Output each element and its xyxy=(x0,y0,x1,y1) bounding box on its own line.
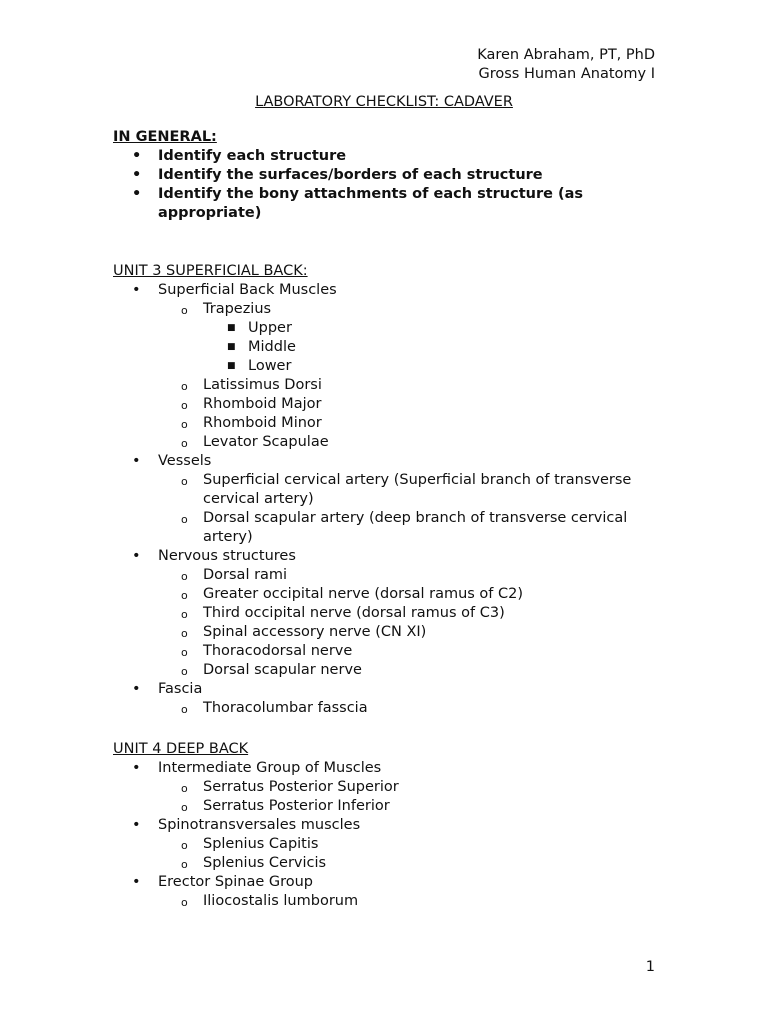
list-item: o Rhomboid Major xyxy=(158,395,658,414)
list-item: o Dorsal scapular nerve xyxy=(158,661,658,680)
list-item: o Greater occipital nerve (dorsal ramus of C2) xyxy=(158,585,658,604)
circle-bullet-icon: o xyxy=(181,513,188,526)
list-item: • Fascia xyxy=(132,681,203,697)
unit3-nerves-list xyxy=(113,566,658,680)
general-list xyxy=(113,147,658,223)
list-item: o Splenius Capitis xyxy=(158,835,658,854)
square-bullet-icon: ■ xyxy=(227,342,236,352)
general-heading: IN GENERAL: xyxy=(113,129,217,145)
circle-bullet-icon: o xyxy=(181,782,188,795)
unit4-spinotransversales-list xyxy=(113,835,658,873)
list-item: o Thoracolumbar fasscia xyxy=(158,699,658,718)
list-item: o Thoracodorsal nerve xyxy=(158,642,658,661)
list-item: o Serratus Posterior Superior xyxy=(158,778,658,797)
circle-bullet-icon: o xyxy=(181,475,188,488)
bullet-icon: • xyxy=(132,148,142,164)
unit4-intermediate-list xyxy=(113,778,658,816)
list-item: o Rhomboid Minor xyxy=(158,414,658,433)
circle-bullet-icon: o xyxy=(181,608,188,621)
circle-bullet-icon: o xyxy=(181,858,188,871)
unit3-vessels-list xyxy=(113,471,658,547)
list-item: o Iliocostalis lumborum xyxy=(158,892,658,911)
list-item: o Levator Scapulae xyxy=(158,433,658,452)
course-name: Gross Human Anatomy I xyxy=(478,66,655,82)
unit3-list xyxy=(113,547,658,566)
circle-bullet-icon: o xyxy=(181,801,188,814)
unit4-section xyxy=(113,740,658,911)
circle-bullet-icon: o xyxy=(181,399,188,412)
list-item: • Vessels xyxy=(132,453,212,469)
bullet-icon: • xyxy=(132,282,141,298)
circle-bullet-icon: o xyxy=(181,896,188,909)
list-item: • Erector Spinae Group xyxy=(132,874,314,890)
unit4-list xyxy=(113,759,658,778)
bullet-icon: • xyxy=(132,874,141,890)
unit3-list xyxy=(113,680,658,699)
bullet-icon: • xyxy=(132,817,141,833)
bullet-icon: • xyxy=(132,681,141,697)
bullet-icon: • xyxy=(132,453,141,469)
list-item: o Spinal accessory nerve (CN XI) xyxy=(158,623,658,642)
bullet-icon: • xyxy=(132,548,141,564)
unit3-list xyxy=(113,452,658,471)
circle-bullet-icon: o xyxy=(181,703,188,716)
unit3-list xyxy=(113,281,658,300)
list-item: o Serratus Posterior Inferior xyxy=(158,797,658,816)
circle-bullet-icon: o xyxy=(181,627,188,640)
list-item: o Dorsal scapular artery (deep branch of transverse cervical artery) xyxy=(181,510,628,545)
list-item: • Identify each structure xyxy=(132,148,347,164)
list-item: o Splenius Cervicis xyxy=(158,854,658,873)
square-bullet-icon: ■ xyxy=(227,361,236,371)
author-name: Karen Abraham, PT, PhD xyxy=(477,47,655,63)
unit3-muscles-list xyxy=(113,300,658,452)
document-title: LABORATORY CHECKLIST: CADAVER xyxy=(255,94,513,110)
circle-bullet-icon: o xyxy=(181,418,188,431)
circle-bullet-icon: o xyxy=(181,665,188,678)
circle-bullet-icon: o xyxy=(181,839,188,852)
unit4-heading: UNIT 4 DEEP BACK xyxy=(113,741,249,757)
unit3-section xyxy=(113,262,658,718)
list-item: • Identify the bony attachments of each structure (as appropriate) xyxy=(132,186,584,221)
general-section xyxy=(113,128,658,223)
unit3-heading: UNIT 3 SUPERFICIAL BACK: xyxy=(113,263,308,279)
list-item: o Trapezius ■ Upper ■ Middle ■ Lower xyxy=(158,300,658,376)
unit3-fascia-list xyxy=(113,699,658,718)
circle-bullet-icon: o xyxy=(181,437,188,450)
list-item: • Nervous structures xyxy=(132,548,296,564)
list-item: o Superficial cervical artery (Superficial branch of transverse cervical artery) xyxy=(181,472,632,507)
list-item: ■ Upper xyxy=(227,320,292,336)
circle-bullet-icon: o xyxy=(181,570,188,583)
bullet-icon: • xyxy=(132,760,141,776)
list-item: ■ Lower xyxy=(227,358,292,374)
list-item: o Third occipital nerve (dorsal ramus of C3) xyxy=(158,604,658,623)
author-block xyxy=(477,46,655,84)
bullet-icon: • xyxy=(132,186,142,202)
list-item: o Latissimus Dorsi xyxy=(158,376,658,395)
list-item: • Identify the surfaces/borders of each structure xyxy=(132,167,543,183)
circle-bullet-icon: o xyxy=(181,380,188,393)
trapezius-list xyxy=(203,319,658,376)
unit4-list xyxy=(113,873,658,892)
square-bullet-icon: ■ xyxy=(227,323,236,333)
circle-bullet-icon: o xyxy=(181,304,188,317)
list-item: • Superficial Back Muscles xyxy=(132,282,337,298)
bullet-icon: • xyxy=(132,167,142,183)
unit4-erector-list xyxy=(113,892,658,911)
list-item: o Dorsal rami xyxy=(158,566,658,585)
list-item: ■ Middle xyxy=(227,339,296,355)
list-item: • Spinotransversales muscles xyxy=(132,817,361,833)
circle-bullet-icon: o xyxy=(181,646,188,659)
unit4-list xyxy=(113,816,658,835)
page-number: 1 xyxy=(645,959,655,975)
circle-bullet-icon: o xyxy=(181,589,188,602)
list-item: • Intermediate Group of Muscles xyxy=(132,760,382,776)
